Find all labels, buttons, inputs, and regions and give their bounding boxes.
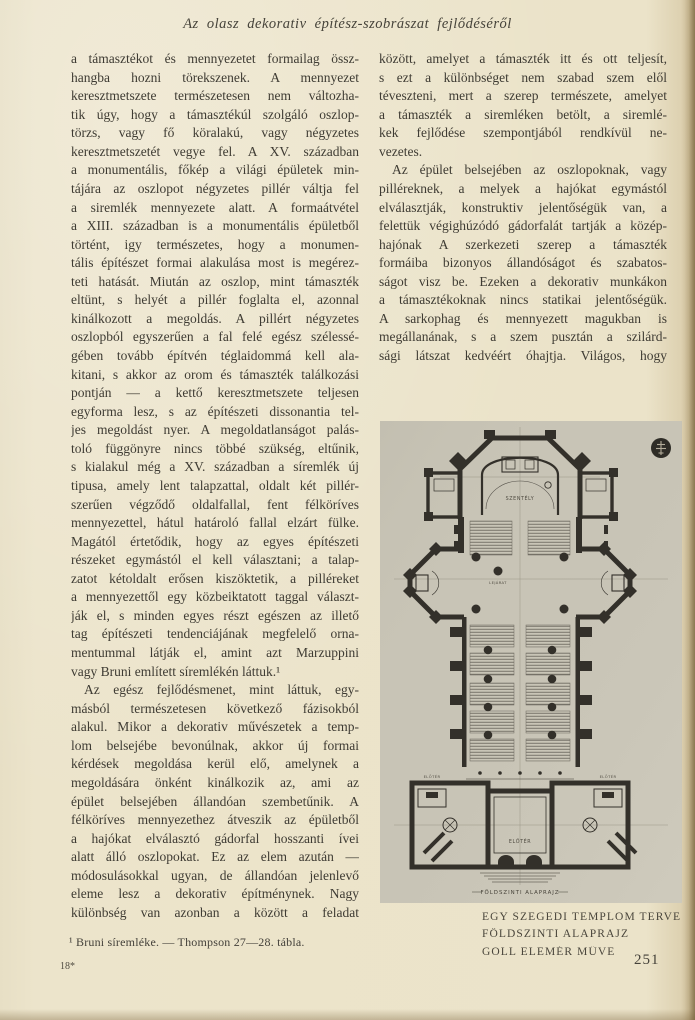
- left-text-column: [71, 51, 359, 923]
- text-line: hajónak A szerkezeti szerep a támaszték: [379, 236, 667, 252]
- text-line: tag építészeti tendenciájának megfelelő orna-: [71, 626, 359, 642]
- footnote-text: ¹ Bruni síremléke. — Thompson 27—28. tábla.: [69, 935, 305, 949]
- text-line: tipusa, amely lent talapzattal, oldalt két pillér-: [71, 477, 359, 493]
- text-line: s ezt a különbséget nem szabad szem elől: [379, 69, 667, 85]
- text-line: a támaszték a siremléken betölt, a siremlé-: [379, 106, 667, 122]
- text-line: szerűen végződő oldalfallal, fent félköríves: [71, 496, 359, 512]
- text-line: a hajókat elválasztó gádorfal hosszanti ívei: [71, 830, 359, 846]
- text-line: téveszteni, mert a szerep természete, amelyet: [379, 88, 667, 104]
- text-line: félköríves mennyezethez átveszik az épületből: [71, 812, 359, 828]
- caption-line: EGY SZEGEDI TEMPLOM TERVE: [482, 911, 682, 923]
- text-line: kitani, s akkor az orom és támaszték találkozási: [71, 366, 359, 382]
- text-line: alatt álló oszlopokat. Ez az elem azután —: [71, 849, 359, 865]
- text-line: mennyezettel, hátul határoló fallal elzárt fülke.: [71, 515, 359, 531]
- text-line: módosulásokkal ugyan, de állandóan jelenlevő: [71, 867, 359, 883]
- text-line: Magától értetődik, hogy az egyes építészeti: [71, 533, 359, 549]
- text-line: egyforma lesz, s az építészeti dissonantia tel-: [71, 403, 359, 419]
- text-line: megoldására önként kinálkozik az, ami az: [71, 774, 359, 790]
- text-line: oszlopból egyszerűen a fal felé egész szélessé-: [71, 329, 359, 345]
- church-floor-plan-figure: [380, 421, 682, 903]
- text-line: eleme lesz a dekorativ építménynek. Nagy: [71, 886, 359, 902]
- floor-plan-drawing: [380, 421, 682, 903]
- page-edge-shadow-right: [681, 0, 695, 1020]
- text-line: a monumentális, főkép a világi épületek min-: [71, 162, 359, 178]
- text-line: történt, igy természetes, hogy a monumen-: [71, 236, 359, 252]
- running-header: Az olasz dekorativ építész-szobrászat fejlődéséről: [183, 16, 512, 32]
- text-line: formáiba bizonyos állandóságot és szabatos-: [379, 255, 667, 271]
- text-line: lom belsejébe bevonúlnak, akkor új formai: [71, 737, 359, 753]
- text-line: zatot kétoldalt erősen kiszöktetik, a pilléreket: [71, 570, 359, 586]
- footnote: [69, 935, 305, 950]
- text-line: tális építészet formai alakulása most is megérez-: [71, 255, 359, 271]
- page-edge-shadow-bottom: [0, 1009, 695, 1020]
- text-line: A sarkophag és mennyezett magukban is: [379, 310, 667, 326]
- text-line: elválasztják, konstruktiv jelentőségük van, a: [379, 199, 667, 215]
- caption-line: FÖLDSZINTI ALAPRAJZ: [482, 928, 630, 941]
- text-line: sági látszat kedvéért óhajtja. Világos, hogy: [379, 348, 667, 363]
- text-line: kérdések megoldása kerül elő, amelynek a: [71, 756, 359, 772]
- text-line: toló függönyre nincs többé szükség, eltűnik,: [71, 440, 359, 456]
- text-line: ják el, s minden egyes részt egészen az illető: [71, 607, 359, 623]
- text-line: hangba hozni törekszenek. A mennyezet: [71, 69, 359, 85]
- plan-label-eloter-left: ELŐTÉR: [423, 775, 441, 779]
- plan-label-szentely: SZENTÉLY: [505, 497, 535, 502]
- signature-mark: 18*: [60, 961, 75, 972]
- text-line: tájára az oszlopot négyzetes pillér váltja fel: [71, 180, 359, 196]
- text-line: megállanának, s a szem pusztán a szilárd-: [379, 329, 667, 345]
- text-line: vezetes.: [379, 143, 423, 159]
- text-line: mentummal látják el, amint azt Marzuppini: [71, 645, 359, 660]
- text-line: s kialakul még a XV. században a síremlék új: [71, 459, 359, 475]
- page-number: 251: [634, 952, 660, 968]
- text-line: gében tovább építvén téglaidommá kell ala-: [71, 348, 359, 363]
- plan-label-lejarat: LEJÁRAT: [489, 581, 507, 585]
- library-stamp-icon: [651, 438, 671, 458]
- text-line: Az egész fejlődésmenet, mint láttuk, egy-: [84, 682, 359, 698]
- text-line: keresztmetszetét vegye fel. A XV. században: [71, 143, 359, 159]
- text-line: vagy Bruni említett síremlékén láttuk.¹: [71, 663, 281, 679]
- plan-label-eloter-center: ELŐTÉR: [508, 840, 532, 845]
- svg-text:FÖLDSZINTI ALAPRAJZ: FÖLDSZINTI ALAPRAJZ: [480, 890, 560, 896]
- text-line: kinálkozott a megoldás. A pillért négyzetes: [71, 310, 359, 326]
- text-line: különbség van azonban a között a feladat: [71, 904, 359, 920]
- text-line: másból természetesen következő fázisokból: [71, 700, 359, 716]
- text-line: a mennyezettől egy közbeiktatott taggal választ-: [71, 589, 359, 605]
- text-line: a támasztékot és mennyezetet formailag össz-: [71, 51, 359, 66]
- text-line: a XIII. században is a monumentális épületből: [71, 218, 359, 234]
- text-line: teti hatását. Miután az oszlop, mint támaszték: [71, 273, 359, 289]
- caption-line: GOLL ELEMÉR MŰVE: [482, 945, 616, 958]
- text-line: részeket egymástól el kell választani; a talap-: [71, 552, 359, 568]
- text-line: a támasztékoknak nincs statikai jelentőségük.: [379, 292, 667, 308]
- text-line: jes megoldást nyer. A megoldatlanságot palás-: [71, 422, 359, 438]
- text-line: eltünt, s helyét a pillér foglalta el, azonnal: [71, 292, 359, 308]
- text-line: kek fejlődése szempontjából rendkívül ne-: [379, 125, 667, 141]
- plan-title: [472, 889, 568, 896]
- text-line: törzs, vagy fő köralakú, vagy négyzetes: [71, 125, 359, 141]
- text-line: pontján — a kettő keresztmetszete teljesen: [71, 385, 359, 401]
- text-line: pilléreknek, a melyek a hajókat egymástól: [379, 180, 667, 196]
- plan-label-eloter-right: ELŐTÉR: [599, 775, 617, 779]
- text-line: alakul. Mikor a dekorativ művészetek a temp-: [71, 719, 359, 735]
- text-line: keresztmetszete természetesen nem változha-: [71, 88, 359, 104]
- text-line: tik úgy, hogy a támasztékúl szolgáló oszlop-: [71, 106, 359, 122]
- text-line: felettük végighúzódó gádorfalát tartják a közép-: [379, 218, 667, 234]
- text-line: között, amelyet a támaszték itt és ott teljesít,: [379, 51, 667, 66]
- text-line: Az épület belsejében az oszlopoknak, vagy: [392, 162, 667, 178]
- text-line: ságot visz be. Ezeken a dekorativ munkákon: [379, 273, 667, 289]
- right-text-column: [379, 51, 667, 367]
- text-line: a siremlék mennyezete alatt. A formaátvétel: [71, 199, 359, 215]
- text-line: épület belsejében állandóan szembetűnik. A: [71, 793, 359, 809]
